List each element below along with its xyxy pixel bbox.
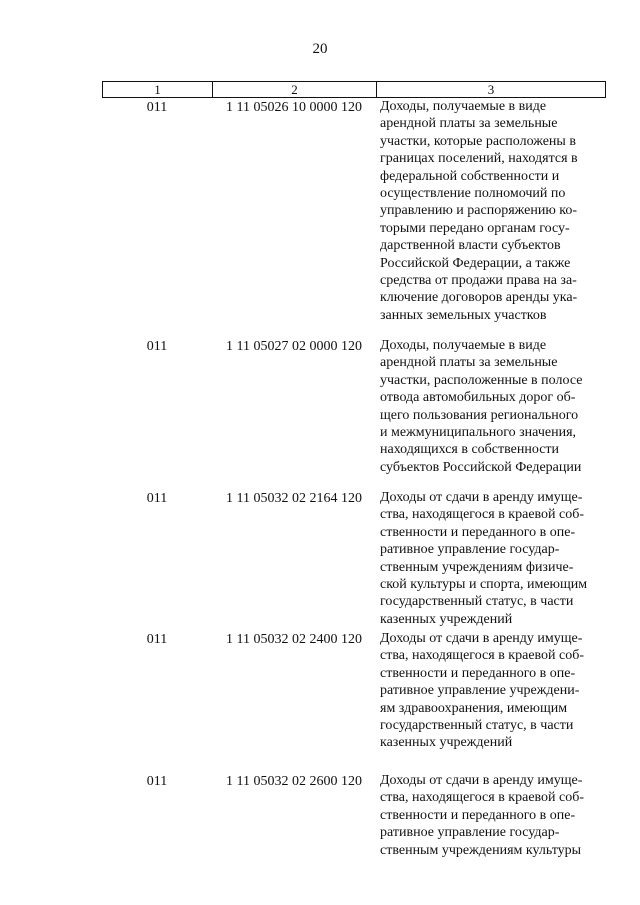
table-body (102, 98, 606, 892)
kbk-code-cell: 1 11 05032 02 2164 120 (226, 491, 362, 506)
description-cell: Доходы от сдачи в аренду имуще- ства, находящегося в краевой соб- ственности и переданного в опе- ративное управление государ- ственным учреждениям культуры (380, 773, 585, 858)
description-cell: Доходы, получаемые в виде арендной платы за земельные участки, расположенные в полосе отвода автомобильных дорог об- щего пользования регионального и межмуниципального значения, находящихся в собственности субъектов Российской Федерации (380, 338, 583, 475)
column-header-3: 3 (487, 82, 495, 97)
kbk-code-cell: 1 11 05026 10 0000 120 (226, 100, 362, 115)
table-row (102, 337, 606, 489)
page-number: 20 (312, 41, 328, 57)
table-row (102, 630, 606, 772)
description-cell: Доходы от сдачи в аренду имуще- ства, находящегося в краевой соб- ственности и переданного в опе- ративное управление государ- ственным учреждениям физиче- ской культуры и спорта, имеющим государственный статус, в части казенных учреждений (380, 490, 588, 627)
table-header (102, 81, 606, 98)
kbk-code-cell: 1 11 05032 02 2600 120 (226, 774, 362, 789)
column-header-2: 2 (213, 82, 377, 97)
column-header-1: 1 (103, 82, 213, 97)
table-row (102, 489, 606, 630)
admin-code-cell: 011 (146, 491, 168, 506)
admin-code-cell: 011 (146, 632, 168, 647)
table-row (102, 98, 606, 337)
description-cell: Доходы от сдачи в аренду имуще- ства, находящегося в краевой соб- ственности и переданного в опе- ративное управление учреждени- ям здравоохранения, имеющим государственный статус, в части казенных учреждений (380, 631, 585, 751)
description-cell: Доходы, получаемые в виде арендной платы за земельные участки, которые расположены в границах поселений, находятся в федеральной собственности и осуществление полномочий по управлению и распоряжению ко- торыми передано органам госу- дарственной власти субъектов Российской Федерации, а также средства от продажи права на за- ключение договоров аренды ука- занных земельных участков (380, 99, 578, 323)
admin-code-cell: 011 (146, 100, 168, 115)
kbk-code-cell: 1 11 05032 02 2400 120 (226, 632, 362, 647)
kbk-code-cell: 1 11 05027 02 0000 120 (226, 339, 362, 354)
admin-code-cell: 011 (146, 774, 168, 789)
table-row (102, 772, 606, 892)
admin-code-cell: 011 (146, 339, 168, 354)
